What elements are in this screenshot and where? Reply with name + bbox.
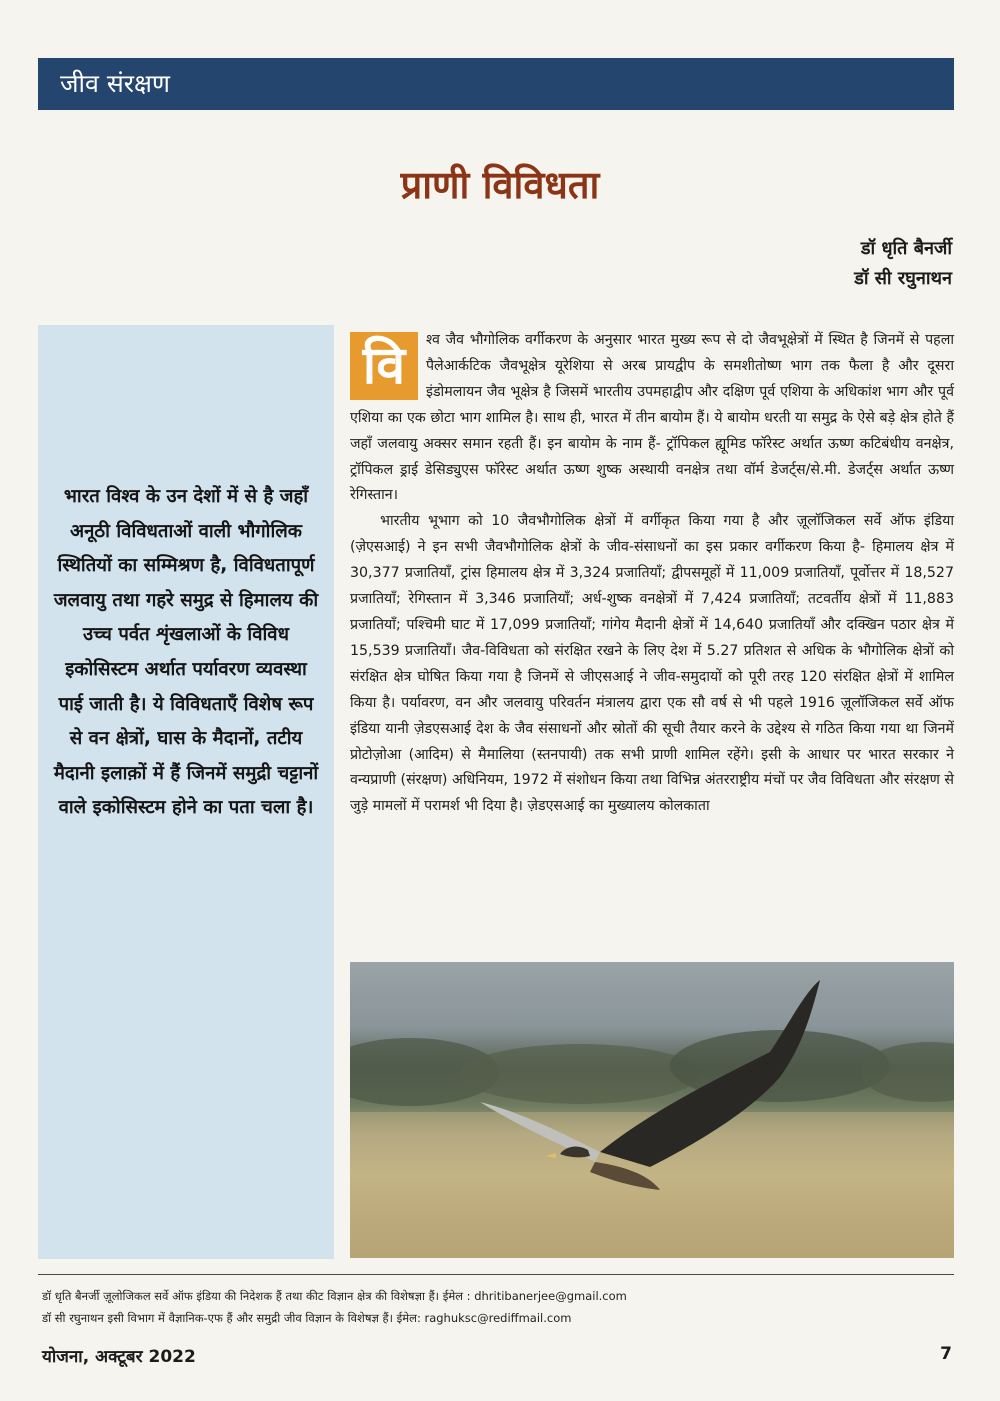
footnote-divider [38,1274,954,1275]
body-paragraph [350,328,954,509]
publication-footer: योजना, अक्टूबर 2022 [42,1347,196,1367]
section-header [38,58,954,110]
page-number: 7 [940,1344,952,1364]
section-label: जीव संरक्षण [60,69,170,98]
author-name: डॉ धृति बैनर्जी [860,238,952,259]
author-note: डॉ धृति बैनर्जी ज़ूलोजिकल सर्वे ऑफ इंडिया की निदेशक हैं तथा कीट विज्ञान क्षेत्र की विशेषज्ञा हैं। ईमेल : dhritibanerjee@gmail.com [42,1289,627,1303]
drop-cap: वि [350,332,418,400]
pullquote-text: भारत विश्व के उन देशों में से है जहाँ अनूठी विविधताओं वाली भौगोलिक स्थितियों का सम्मिश्रण है, विविधतापूर्ण जलवायु तथा गहरे समुद्र से हिमालय की उच्च पर्वत शृंखलाओं के विविध इकोसिस्टम अर्थात पर्यावरण व्यवस्था पाई जाती है। ये विविधताएँ विशेष रूप से वन क्षेत्रों, घास के मैदानों, तटीय मैदानी इलाक़ों में हैं जिनमें समुद्री चट्टानों वाले इकोसिस्टम होने का पता चला है। [53,486,319,819]
body-paragraph: भारतीय भूभाग को 10 जैवभौगोलिक क्षेत्रों में वर्गीकृत किया गया है और ज़ूलॉजिकल सर्वे ऑफ इंडिया (ज़ेएसआई) ने इन सभी जैवभौगोलिक क्षेत्रों के जीव-संसाधनों का इस प्रकार वर्गीकरण किया है- हिमालय क्षेत्र में 30,377 प्रजातियाँ, ट्रांस हिमालय क्षेत्र में 3,324 प्रजातियाँ; द्वीपसमूहों में 11,009 प्रजातियाँ, पूर्वोत्तर में 18,527 प्रजातियाँ; रेगिस्तान में 3,346 प्रजातियाँ; अर्ध-शुष्क वनक्षेत्रों में 7,424 प्रजातियाँ; तटवर्तीय क्षेत्रों में 11,883 प्रजातियाँ; पश्चिमी घाट में 17,099 प्रजातियाँ; गांगेय मैदानी क्षेत्रों में 14,640 प्रजातियाँ और दक्खिन पठार क्षेत्र में 15,539 प्रजातियाँ। जैव-विविधता को संरक्षित रखने के लिए देश में 5.27 प्रतिशत से अधिक के भौगोलिक क्षेत्रों को संरक्षित क्षेत्र घोषित किया गया है जिनमें से जीएसआई ने जीव-समुदायों को पूरी तरह 120 संरक्षित क्षेत्रों में शामिल किया है। पर्यावरण, वन और जलवायु परिवर्तन मंत्रालय द्वारा एक सौ वर्ष से भी पहले 1916 ज़ूलॉजिकल सर्वे ऑफ इंडिया यानी ज़ेडएसआई देश के जैव संसाधनों और स्रोतों की सूची तैयार करने के उद्देश्य से गठित किया गया था जिनमें प्रोटोज़ोआ (आदिम) से मैमालिया (स्तनपायी) तक सभी प्राणी शामिल रहेंगे। इसी के आधार पर भारत सरकार ने वन्यप्राणी (संरक्षण) अधिनियम, 1972 में संशोधन किया तथा विभिन्न अंतरराष्ट्रीय मंचों पर जैव विविधता और संरक्षण से जुड़े मामलों में परामर्श भी दिया है। ज़ेडएसआई का मुख्यालय कोलकाता [350,513,954,815]
author-byline [854,234,952,294]
eagle-photo [350,962,954,1258]
article-body [350,328,954,820]
paragraph-text: श्व जैव भौगोलिक वर्गीकरण के अनुसार भारत मुख्य रूप से दो जैवभूक्षेत्रों में स्थित है जिनमें से पहला पैलेआर्कटिक जैवभूक्षेत्र यूरेशिया से अरब प्रायद्वीप के समशीतोष्ण भाग तक फैला है और दूसरा इंडोमलायन जैव भूक्षेत्र है जिसमें भारतीय उपमहाद्वीप और दक्षिण पूर्व एशिया के अधिकांश भाग और पूर्व एशिया का एक छोटा भाग शामिल है। साथ ही, भारत में तीन बायोम हैं। ये बायोम धरती या समुद्र के ऐसे बड़े क्षेत्र होते हैं जहाँ जलवायु अक्सर समान रहती हैं। इन बायोम के नाम हैं- ट्रॉपिकल ह्यूमिड फॉरेस्ट अर्थात ऊष्ण कटिबंधीय वनक्षेत्र, ट्रॉपिकल ड्राई डेसिड्युएस फॉरेस्ट अर्थात ऊष्ण शुष्क अस्थायी वनक्षेत्र तथा वॉर्म डेजर्ट्स/से.मी. डेजर्ट्स अर्थात ऊष्ण रेगिस्तान। [350,332,954,504]
author-note: डॉ सी रघुनाथन इसी विभाग में वैज्ञानिक-एफ हैं और समुद्री जीव विज्ञान के विशेषज्ञ हैं। ईमेल: raghuksc@rediffmail.com [42,1311,572,1325]
article-title: प्राणी विविधता [400,163,600,207]
author-notes [42,1285,952,1329]
author-name: डॉ सी रघुनाथन [854,268,952,289]
eagle-illustration [350,962,954,1258]
